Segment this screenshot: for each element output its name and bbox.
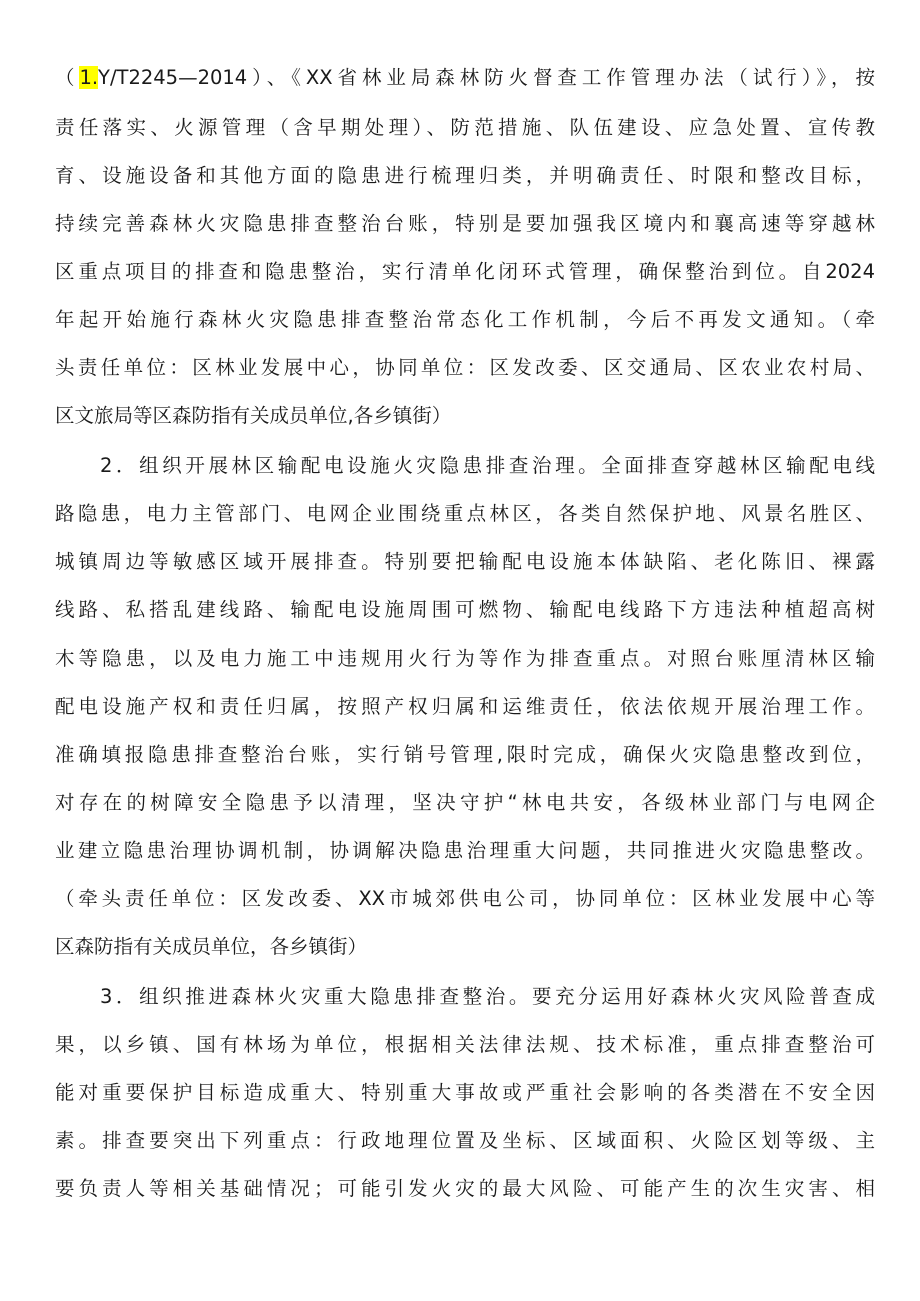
para3-line-3: 能对重要保护目标造成重大、特别重大事故或严重社会影响的各类潜在不安全因 [55,1081,875,1104]
para2-line-11: 区森防指有关成员单位，各乡镇街） [55,935,368,958]
para3-line-2: 果，以乡镇、国有林场为单位，根据相关法律法规、技术标准，重点排查整治可 [55,1033,875,1056]
para3-line-1: 3．组织推进森林火灾重大隐患排查整治。要充分运用好森林火灾风险普查成 [100,985,875,1008]
para1-line-2: 责任落实、火源管理（含早期处理）、防范措施、队伍建设、应急处置、宣传教 [55,116,875,139]
para2-line-8: 对存在的树障安全隐患予以清理，坚决守护“林电共安，各级林业部门与电网企 [55,791,875,814]
para2-line-10: （牵头责任单位：区发改委、XX市城郊供电公司，协同单位：区林业发展中心等 [55,887,875,910]
para1-line-7: 头责任单位：区林业发展中心，协同单位：区发改委、区交通局、区农业农村局、 [55,356,875,379]
para3-line-5: 要负责人等相关基础情况；可能引发火灾的最大风险、可能产生的次生灾害、相 [55,1177,875,1200]
para2-line-3: 城镇周边等敏感区域开展排查。特别要把输配电设施本体缺陷、老化陈旧、裸露 [55,550,875,573]
para2-line-5: 木等隐患，以及电力施工中违规用火行为等作为排查重点。对照台账厘清林区输 [55,647,875,670]
para1-line-1 [55,64,875,92]
para2-line-4: 线路、私搭乱建线路、输配电设施周围可燃物、输配电线路下方违法种植超高树 [55,598,875,621]
para2-line-6: 配电设施产权和责任归属，按照产权归属和运维责任，依法依规开展治理工作。 [55,695,875,718]
para2-line-9: 业建立隐患治理协调机制，协调解决隐患治理重大问题，共同推进火灾隐患整改。 [55,839,875,862]
highlighted-text: 1. [79,66,99,89]
para1-line-1-text: Y/T2245—2014）、《XX省林业局森林防火督查工作管理办法（试行）》，按 [98,66,875,89]
para1-line-3: 育、设施设备和其他方面的隐患进行梳理归类，并明确责任、时限和整改目标， [55,164,875,187]
para1-line-6: 年起开始施行森林火灾隐患排查整治常态化工作机制，今后不再发文通知。（牵 [55,308,875,331]
para1-line-4: 持续完善森林火灾隐患排查整治台账，特别是要加强我区境内和襄高速等穿越林 [55,212,875,235]
para3-line-4: 素。排查要突出下列重点：行政地理位置及坐标、区域面积、火险区划等级、主 [55,1129,875,1152]
open-paren: （ [55,66,80,89]
para2-line-1: 2．组织开展林区输配电设施火灾隐患排查治理。全面排查穿越林区输配电线 [100,454,875,477]
para2-line-7: 准确填报隐患排查整治台账，实行销号管理,限时完成，确保火灾隐患整改到位， [55,743,875,766]
para1-line-5: 区重点项目的排查和隐患整治，实行清单化闭环式管理，确保整治到位。自2024 [55,260,875,283]
para2-line-2: 路隐患，电力主管部门、电网企业围绕重点林区，各类自然保护地、风景名胜区、 [55,502,875,525]
para1-line-8: 区文旅局等区森防指有关成员单位,各乡镇街） [55,404,452,427]
